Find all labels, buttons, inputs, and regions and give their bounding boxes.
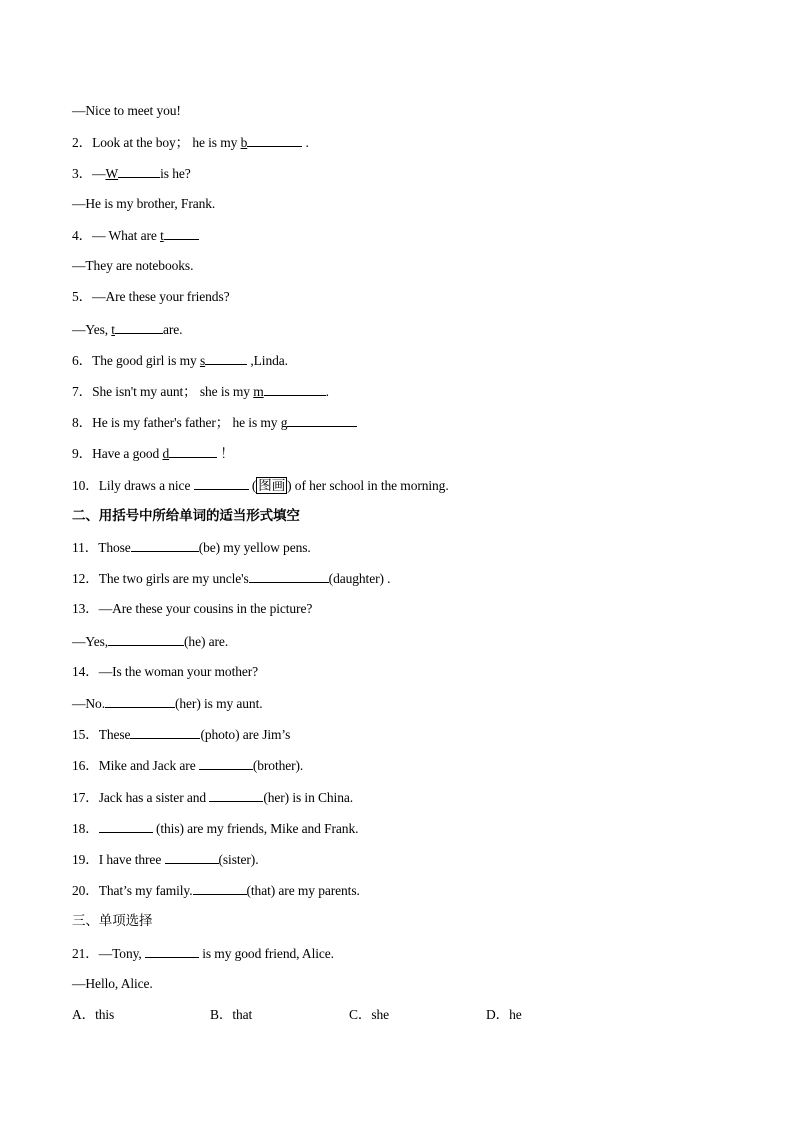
- answer-blank[interactable]: [165, 850, 219, 864]
- hint-letter: t: [111, 322, 115, 337]
- hint-letter: d: [162, 446, 170, 461]
- answer-blank[interactable]: [249, 569, 329, 583]
- answer-blank[interactable]: [108, 632, 184, 646]
- question-number: 7．: [72, 384, 93, 399]
- answer-blank[interactable]: [99, 819, 153, 833]
- question-number: 11．: [72, 540, 99, 555]
- q21-reply: —Hello, Alice.: [72, 976, 153, 991]
- question-18: 18． (this) are my friends, Mike and Frank.: [72, 821, 359, 836]
- answer-blank[interactable]: [194, 476, 249, 490]
- question-number: 6．: [72, 353, 93, 368]
- question-number: 18．: [72, 821, 99, 836]
- question-number: 8．: [72, 415, 93, 430]
- answer-blank[interactable]: [115, 320, 163, 334]
- hint-letter: W: [105, 166, 119, 181]
- section-3-heading: 三、单项选择: [72, 913, 153, 929]
- question-number: 2．: [72, 135, 93, 150]
- option-a[interactable]: A．this: [72, 1007, 115, 1022]
- question-16: 16．Mike and Jack are (brother).: [72, 758, 304, 773]
- answer-blank[interactable]: [264, 382, 326, 396]
- section-2-heading: 二、用括号中所给单词的适当形式填空: [72, 508, 300, 524]
- question-12: 12．The two girls are my uncle's (daughter) .: [72, 571, 391, 586]
- question-9: 9．Have a good d ！: [72, 446, 234, 461]
- question-19: 19．I have three (sister).: [72, 852, 259, 867]
- question-number: 5．: [72, 289, 93, 304]
- question-number: 15．: [72, 727, 99, 742]
- question-14: 14．—Is the woman your mother?: [72, 664, 259, 679]
- question-6: 6．The good girl is my s ,Linda.: [72, 353, 288, 368]
- hint-letter: b: [240, 135, 248, 150]
- question-2: 2．Look at the boy； he is my b .: [72, 135, 309, 150]
- question-21: 21．—Tony, is my good friend, Alice.: [72, 946, 334, 961]
- hint-letter: m: [253, 384, 264, 399]
- q5-reply: —Yes, t are.: [72, 322, 183, 337]
- answer-blank[interactable]: [209, 788, 263, 802]
- question-15: 15．These (photo) are Jim’s: [72, 727, 291, 742]
- question-10: 10．Lily draws a nice ( 图画 ) of her school in the morning.: [72, 478, 449, 493]
- q3-reply: —He is my brother, Frank.: [72, 196, 216, 211]
- answer-blank[interactable]: [247, 133, 302, 147]
- hint-letter: t: [160, 228, 164, 243]
- q14-reply: —No. (her) is my aunt.: [72, 696, 263, 711]
- question-number: 16．: [72, 758, 99, 773]
- question-number: 10．: [72, 478, 99, 493]
- answer-blank[interactable]: [205, 351, 247, 365]
- question-5: 5．—Are these your friends?: [72, 289, 230, 304]
- question-number: 3．: [72, 166, 93, 181]
- answer-blank[interactable]: [199, 756, 253, 770]
- hint-letter: s: [199, 353, 206, 368]
- question-number: 21．: [72, 946, 99, 961]
- question-number: 4．: [72, 228, 93, 243]
- chinese-hint: 图画: [258, 478, 286, 493]
- question-number: 13．: [72, 601, 99, 616]
- hint-letter: g: [280, 415, 288, 430]
- question-17: 17．Jack has a sister and (her) is in China.: [72, 790, 354, 805]
- question-11: 11．Those (be) my yellow pens.: [72, 540, 311, 555]
- answer-blank[interactable]: [193, 881, 247, 895]
- q4-reply: —They are notebooks.: [72, 258, 194, 273]
- option-b[interactable]: B．that: [210, 1007, 253, 1022]
- answer-blank[interactable]: [164, 226, 199, 240]
- answer-blank[interactable]: [131, 538, 199, 552]
- question-number: 19．: [72, 852, 99, 867]
- answer-blank[interactable]: [118, 164, 160, 178]
- question-13: 13．—Are these your cousins in the picture?: [72, 601, 313, 616]
- question-number: 20．: [72, 883, 99, 898]
- question-number: 12．: [72, 571, 99, 586]
- answer-blank[interactable]: [130, 725, 200, 739]
- answer-blank[interactable]: [287, 413, 357, 427]
- option-d[interactable]: D．he: [486, 1007, 522, 1022]
- q1-reply: —Nice to meet you!: [72, 103, 181, 118]
- question-3: 3．—W is he?: [72, 166, 191, 181]
- question-number: 17．: [72, 790, 99, 805]
- question-8: 8．He is my father's father； he is my g: [72, 413, 357, 432]
- question-20: 20．That’s my family. (that) are my parents.: [72, 883, 360, 898]
- q21-options: [72, 1006, 552, 1024]
- q13-reply: —Yes, (he) are.: [72, 634, 229, 649]
- answer-blank[interactable]: [169, 444, 217, 458]
- option-c[interactable]: C．she: [349, 1007, 390, 1022]
- question-number: 9．: [72, 446, 93, 461]
- question-4: 4．— What are t: [72, 226, 199, 245]
- question-7: 7．She isn't my aunt； she is my m .: [72, 384, 329, 399]
- answer-blank[interactable]: [145, 944, 199, 958]
- answer-blank[interactable]: [105, 694, 175, 708]
- question-number: 14．: [72, 664, 99, 679]
